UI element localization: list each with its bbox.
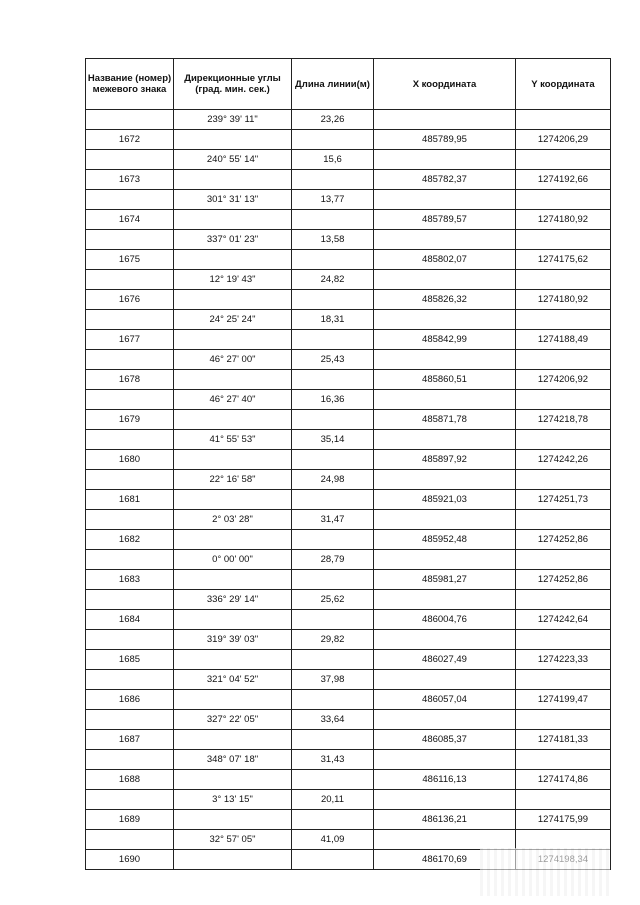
cell-y-coordinate xyxy=(516,830,611,850)
cell-mark-name: 1688 xyxy=(86,770,174,790)
cell-direction-angle xyxy=(174,410,292,430)
cell-direction-angle xyxy=(174,490,292,510)
cell-line-length: 15,6 xyxy=(292,150,374,170)
cell-y-coordinate: 1274192,66 xyxy=(516,170,611,190)
table-row xyxy=(86,390,611,410)
cell-mark-name: 1689 xyxy=(86,810,174,830)
cell-line-length: 31,47 xyxy=(292,510,374,530)
cell-line-length: 25,62 xyxy=(292,590,374,610)
cell-x-coordinate xyxy=(374,190,516,210)
cell-line-length: 16,36 xyxy=(292,390,374,410)
table-row xyxy=(86,490,611,510)
cell-line-length xyxy=(292,410,374,430)
table-row xyxy=(86,530,611,550)
table-row xyxy=(86,550,611,570)
table-row xyxy=(86,710,611,730)
cell-line-length xyxy=(292,210,374,230)
cell-x-coordinate xyxy=(374,430,516,450)
cell-mark-name xyxy=(86,110,174,130)
table-row xyxy=(86,650,611,670)
cell-y-coordinate: 1274174,86 xyxy=(516,770,611,790)
cell-y-coordinate: 1274252,86 xyxy=(516,570,611,590)
boundary-marks-table xyxy=(85,58,611,870)
cell-mark-name: 1675 xyxy=(86,250,174,270)
cell-y-coordinate xyxy=(516,550,611,570)
table-row xyxy=(86,290,611,310)
cell-line-length xyxy=(292,730,374,750)
table-row xyxy=(86,670,611,690)
cell-direction-angle: 46° 27' 40" xyxy=(174,390,292,410)
cell-x-coordinate xyxy=(374,230,516,250)
cell-y-coordinate xyxy=(516,230,611,250)
cell-y-coordinate xyxy=(516,350,611,370)
cell-x-coordinate xyxy=(374,390,516,410)
cell-x-coordinate: 486004,76 xyxy=(374,610,516,630)
cell-x-coordinate: 485952,48 xyxy=(374,530,516,550)
cell-y-coordinate xyxy=(516,110,611,130)
cell-x-coordinate: 485789,95 xyxy=(374,130,516,150)
table-row xyxy=(86,330,611,350)
table-body xyxy=(86,110,611,870)
cell-direction-angle: 2° 03' 28" xyxy=(174,510,292,530)
cell-line-length xyxy=(292,530,374,550)
table-row xyxy=(86,450,611,470)
cell-mark-name: 1683 xyxy=(86,570,174,590)
cell-x-coordinate: 486057,04 xyxy=(374,690,516,710)
cell-line-length xyxy=(292,690,374,710)
cell-mark-name xyxy=(86,430,174,450)
cell-mark-name xyxy=(86,670,174,690)
table-row xyxy=(86,270,611,290)
cell-line-length: 20,11 xyxy=(292,790,374,810)
cell-y-coordinate: 1274180,92 xyxy=(516,290,611,310)
cell-mark-name xyxy=(86,350,174,370)
cell-line-length xyxy=(292,170,374,190)
table-row xyxy=(86,750,611,770)
cell-x-coordinate xyxy=(374,590,516,610)
cell-y-coordinate: 1274188,49 xyxy=(516,330,611,350)
cell-mark-name: 1685 xyxy=(86,650,174,670)
cell-direction-angle xyxy=(174,810,292,830)
cell-direction-angle: 336° 29' 14" xyxy=(174,590,292,610)
cell-y-coordinate: 1274242,64 xyxy=(516,610,611,630)
table-row xyxy=(86,130,611,150)
cell-direction-angle xyxy=(174,570,292,590)
cell-x-coordinate: 486170,69 xyxy=(374,850,516,870)
cell-line-length xyxy=(292,770,374,790)
cell-x-coordinate xyxy=(374,670,516,690)
cell-line-length xyxy=(292,490,374,510)
cell-y-coordinate: 1274251,73 xyxy=(516,490,611,510)
cell-x-coordinate: 486027,49 xyxy=(374,650,516,670)
cell-line-length: 35,14 xyxy=(292,430,374,450)
cell-mark-name xyxy=(86,550,174,570)
cell-mark-name: 1690 xyxy=(86,850,174,870)
cell-mark-name: 1681 xyxy=(86,490,174,510)
header-x-coordinate: X координата xyxy=(374,59,516,110)
cell-direction-angle: 301° 31' 13" xyxy=(174,190,292,210)
cell-direction-angle xyxy=(174,330,292,350)
cell-x-coordinate xyxy=(374,510,516,530)
cell-direction-angle: 41° 55' 53" xyxy=(174,430,292,450)
scan-noise xyxy=(480,848,610,896)
cell-y-coordinate: 1274206,92 xyxy=(516,370,611,390)
table-row xyxy=(86,730,611,750)
cell-line-length: 29,82 xyxy=(292,630,374,650)
cell-y-coordinate: 1274175,99 xyxy=(516,810,611,830)
header-mark-name: Название (номер) межевого знака xyxy=(86,59,174,110)
cell-direction-angle xyxy=(174,850,292,870)
cell-line-length xyxy=(292,570,374,590)
cell-direction-angle: 337° 01' 23" xyxy=(174,230,292,250)
cell-direction-angle: 327° 22' 05" xyxy=(174,710,292,730)
cell-y-coordinate xyxy=(516,710,611,730)
cell-direction-angle xyxy=(174,610,292,630)
cell-direction-angle xyxy=(174,290,292,310)
cell-x-coordinate: 485871,78 xyxy=(374,410,516,430)
cell-mark-name: 1678 xyxy=(86,370,174,390)
cell-mark-name: 1676 xyxy=(86,290,174,310)
cell-direction-angle xyxy=(174,370,292,390)
cell-direction-angle: 32° 57' 05" xyxy=(174,830,292,850)
table-row xyxy=(86,210,611,230)
cell-mark-name xyxy=(86,270,174,290)
table-row xyxy=(86,370,611,390)
cell-line-length: 37,98 xyxy=(292,670,374,690)
cell-line-length xyxy=(292,810,374,830)
table-row xyxy=(86,310,611,330)
cell-line-length: 25,43 xyxy=(292,350,374,370)
cell-x-coordinate: 485802,07 xyxy=(374,250,516,270)
cell-y-coordinate xyxy=(516,590,611,610)
table-row xyxy=(86,610,611,630)
cell-line-length: 31,43 xyxy=(292,750,374,770)
table-row xyxy=(86,790,611,810)
cell-mark-name xyxy=(86,230,174,250)
cell-direction-angle: 239° 39' 11" xyxy=(174,110,292,130)
cell-mark-name: 1673 xyxy=(86,170,174,190)
cell-mark-name xyxy=(86,790,174,810)
cell-mark-name xyxy=(86,190,174,210)
cell-direction-angle xyxy=(174,650,292,670)
cell-line-length xyxy=(292,650,374,670)
cell-direction-angle: 240° 55' 14" xyxy=(174,150,292,170)
table-row xyxy=(86,510,611,530)
cell-line-length: 18,31 xyxy=(292,310,374,330)
cell-direction-angle: 22° 16' 58" xyxy=(174,470,292,490)
cell-line-length: 28,79 xyxy=(292,550,374,570)
cell-mark-name: 1680 xyxy=(86,450,174,470)
cell-x-coordinate xyxy=(374,630,516,650)
table-row xyxy=(86,170,611,190)
cell-line-length xyxy=(292,290,374,310)
cell-y-coordinate: 1274242,26 xyxy=(516,450,611,470)
cell-y-coordinate xyxy=(516,150,611,170)
cell-mark-name xyxy=(86,750,174,770)
cell-y-coordinate: 1274181,33 xyxy=(516,730,611,750)
cell-direction-angle xyxy=(174,770,292,790)
header-line-length: Длина линии(м) xyxy=(292,59,374,110)
cell-mark-name xyxy=(86,590,174,610)
cell-direction-angle xyxy=(174,170,292,190)
cell-x-coordinate: 485897,92 xyxy=(374,450,516,470)
cell-x-coordinate xyxy=(374,470,516,490)
cell-direction-angle: 24° 25' 24" xyxy=(174,310,292,330)
cell-y-coordinate xyxy=(516,670,611,690)
header-y-coordinate: Y координата xyxy=(516,59,611,110)
cell-line-length: 13,77 xyxy=(292,190,374,210)
cell-x-coordinate: 485789,57 xyxy=(374,210,516,230)
cell-x-coordinate xyxy=(374,110,516,130)
cell-line-length: 33,64 xyxy=(292,710,374,730)
cell-x-coordinate xyxy=(374,710,516,730)
table-row xyxy=(86,110,611,130)
cell-x-coordinate: 485826,32 xyxy=(374,290,516,310)
cell-line-length xyxy=(292,450,374,470)
cell-direction-angle: 348° 07' 18" xyxy=(174,750,292,770)
table-row xyxy=(86,630,611,650)
cell-mark-name: 1686 xyxy=(86,690,174,710)
cell-direction-angle xyxy=(174,730,292,750)
cell-mark-name: 1677 xyxy=(86,330,174,350)
cell-direction-angle xyxy=(174,130,292,150)
cell-y-coordinate: 1274180,92 xyxy=(516,210,611,230)
cell-x-coordinate: 486085,37 xyxy=(374,730,516,750)
cell-line-length: 41,09 xyxy=(292,830,374,850)
cell-mark-name: 1682 xyxy=(86,530,174,550)
cell-x-coordinate xyxy=(374,550,516,570)
cell-mark-name xyxy=(86,390,174,410)
table-row xyxy=(86,410,611,430)
cell-line-length xyxy=(292,330,374,350)
table-row xyxy=(86,470,611,490)
cell-line-length: 13,58 xyxy=(292,230,374,250)
cell-x-coordinate xyxy=(374,830,516,850)
cell-mark-name xyxy=(86,150,174,170)
table-row xyxy=(86,590,611,610)
table-row xyxy=(86,830,611,850)
cell-y-coordinate: 1274199,47 xyxy=(516,690,611,710)
cell-mark-name: 1687 xyxy=(86,730,174,750)
cell-direction-angle xyxy=(174,690,292,710)
cell-y-coordinate: 1274218,78 xyxy=(516,410,611,430)
cell-mark-name: 1684 xyxy=(86,610,174,630)
cell-line-length xyxy=(292,130,374,150)
cell-mark-name xyxy=(86,510,174,530)
cell-y-coordinate xyxy=(516,470,611,490)
cell-y-coordinate xyxy=(516,190,611,210)
cell-line-length: 24,98 xyxy=(292,470,374,490)
cell-y-coordinate xyxy=(516,270,611,290)
cell-mark-name xyxy=(86,310,174,330)
cell-direction-angle: 319° 39' 03" xyxy=(174,630,292,650)
table-header-row xyxy=(86,59,611,110)
cell-direction-angle: 46° 27' 00" xyxy=(174,350,292,370)
cell-x-coordinate xyxy=(374,150,516,170)
cell-mark-name: 1679 xyxy=(86,410,174,430)
cell-direction-angle xyxy=(174,210,292,230)
table-row xyxy=(86,230,611,250)
cell-x-coordinate: 485921,03 xyxy=(374,490,516,510)
cell-line-length xyxy=(292,610,374,630)
cell-line-length xyxy=(292,250,374,270)
cell-mark-name: 1672 xyxy=(86,130,174,150)
cell-x-coordinate xyxy=(374,310,516,330)
table-row xyxy=(86,190,611,210)
cell-x-coordinate: 486116,13 xyxy=(374,770,516,790)
table-row xyxy=(86,250,611,270)
cell-line-length: 23,26 xyxy=(292,110,374,130)
cell-mark-name xyxy=(86,710,174,730)
cell-x-coordinate: 485782,37 xyxy=(374,170,516,190)
cell-line-length xyxy=(292,850,374,870)
cell-direction-angle: 321° 04' 52" xyxy=(174,670,292,690)
cell-y-coordinate xyxy=(516,430,611,450)
cell-x-coordinate: 486136,21 xyxy=(374,810,516,830)
cell-y-coordinate xyxy=(516,750,611,770)
cell-direction-angle: 3° 13' 15" xyxy=(174,790,292,810)
table-row xyxy=(86,350,611,370)
cell-direction-angle xyxy=(174,250,292,270)
cell-y-coordinate xyxy=(516,790,611,810)
cell-direction-angle xyxy=(174,530,292,550)
cell-y-coordinate xyxy=(516,310,611,330)
cell-line-length xyxy=(292,370,374,390)
table-row xyxy=(86,430,611,450)
cell-x-coordinate xyxy=(374,270,516,290)
cell-y-coordinate xyxy=(516,390,611,410)
cell-mark-name xyxy=(86,630,174,650)
cell-x-coordinate xyxy=(374,790,516,810)
cell-y-coordinate: 1274252,86 xyxy=(516,530,611,550)
cell-y-coordinate xyxy=(516,630,611,650)
cell-x-coordinate xyxy=(374,350,516,370)
cell-direction-angle: 12° 19' 43" xyxy=(174,270,292,290)
table-row xyxy=(86,150,611,170)
cell-x-coordinate: 485842,99 xyxy=(374,330,516,350)
table-row xyxy=(86,570,611,590)
table-row xyxy=(86,690,611,710)
table-row xyxy=(86,770,611,790)
cell-direction-angle: 0° 00' 00" xyxy=(174,550,292,570)
cell-mark-name: 1674 xyxy=(86,210,174,230)
cell-y-coordinate: 1274175,62 xyxy=(516,250,611,270)
cell-y-coordinate xyxy=(516,510,611,530)
cell-mark-name xyxy=(86,470,174,490)
cell-line-length: 24,82 xyxy=(292,270,374,290)
cell-x-coordinate xyxy=(374,750,516,770)
cell-direction-angle xyxy=(174,450,292,470)
cell-x-coordinate: 485860,51 xyxy=(374,370,516,390)
cell-mark-name xyxy=(86,830,174,850)
table-row xyxy=(86,810,611,830)
header-direction-angle: Дирекционные углы (град. мин. сек.) xyxy=(174,59,292,110)
cell-y-coordinate: 1274206,29 xyxy=(516,130,611,150)
cell-x-coordinate: 485981,27 xyxy=(374,570,516,590)
cell-y-coordinate: 1274223,33 xyxy=(516,650,611,670)
